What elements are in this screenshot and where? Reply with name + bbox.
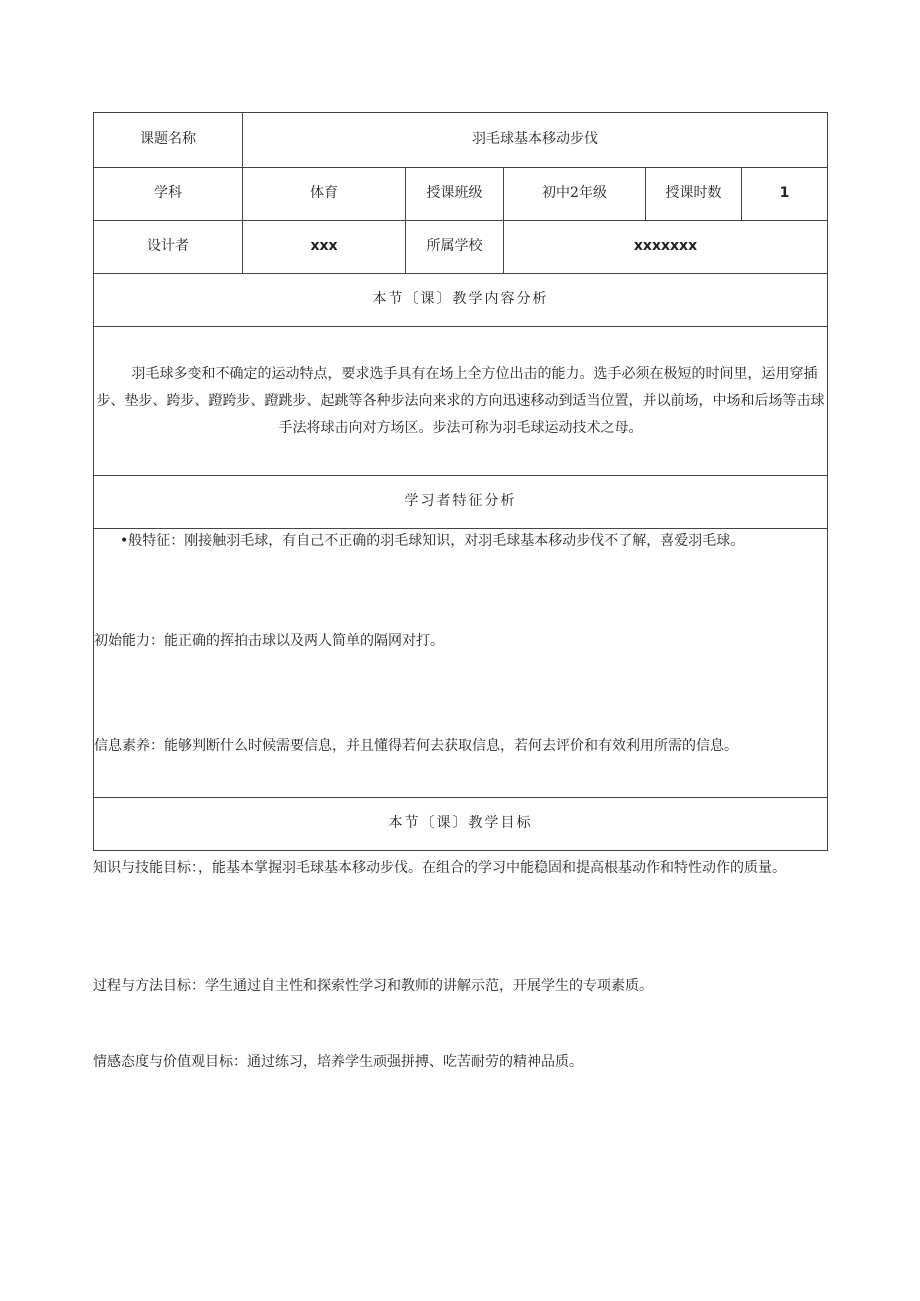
lesson-plan-sheet — [93, 112, 827, 851]
content-analysis-heading: 本节〔课〕教学内容分析 — [94, 274, 828, 327]
learner-analysis-header-row — [94, 476, 828, 529]
content-analysis-cell — [94, 327, 828, 476]
topic-label: 课题名称 — [94, 113, 243, 168]
knowledge-skill-objective: 知识与技能目标：，能基本掌握羽毛球基本移动步伐。在组合的学习中能稳固和提高根基动作和特性动作的质量。 — [93, 860, 786, 876]
objectives-header-row — [94, 798, 828, 851]
designer-row — [94, 221, 828, 274]
objectives-heading: 本节〔课〕教学目标 — [94, 798, 828, 851]
learner-analysis-heading: 学习者特征分析 — [94, 476, 828, 529]
learner-general-characteristics: •般特征：刚接触羽毛球，有自己不正确的羽毛球知识，对羽毛球基本移动步伐不了解，喜爱羽毛球。 — [120, 533, 745, 549]
designer-label: 设计者 — [94, 221, 243, 274]
lesson-plan-table — [93, 112, 828, 851]
content-analysis-header-row — [94, 274, 828, 327]
content-analysis-text: 羽毛球多变和不确定的运动特点，要求选手具有在场上全方位出击的能力。选手必须在极短的时间里，运用穿插步、垫步、跨步、蹬跨步、蹬跳步、起跳等各种步法向来求的方向迅速移动到适当位置，并以前场，中场和后场等击球手法将球击向对方场区。步法可称为羽毛球运动技术之母。 — [96, 365, 825, 436]
topic-value: 羽毛球基本移动步伐 — [243, 113, 828, 168]
learner-analysis-cell — [94, 529, 828, 798]
hours-value: 1 — [742, 168, 828, 221]
class-label: 授课班级 — [406, 168, 504, 221]
school-label: 所属学校 — [406, 221, 504, 274]
subject-value: 体育 — [243, 168, 406, 221]
subject-row — [94, 168, 828, 221]
topic-row — [94, 113, 828, 168]
process-method-objective: 过程与方法目标：学生通过自主性和探索性学习和教师的讲解示范，开展学生的专项素质。 — [93, 978, 653, 994]
hours-label: 授课时数 — [646, 168, 742, 221]
class-value: 初中2年级 — [504, 168, 646, 221]
content-analysis-row — [94, 327, 828, 476]
learner-initial-ability: 初始能力：能正确的挥拍击球以及两人简单的隔网对打。 — [94, 633, 444, 649]
school-value: xxxxxxx — [504, 221, 828, 274]
designer-value: xxx — [243, 221, 406, 274]
learner-information-literacy: 信息素养：能够判断什么时候需要信息，并且懂得若何去获取信息，若何去评价和有效利用所需的信息。 — [94, 738, 738, 754]
learner-analysis-row — [94, 529, 828, 798]
subject-label: 学科 — [94, 168, 243, 221]
emotion-value-objective: 情感态度与价值观目标：通过练习，培养学生顽强拼搏、吃苦耐劳的精神品质。 — [93, 1054, 583, 1070]
